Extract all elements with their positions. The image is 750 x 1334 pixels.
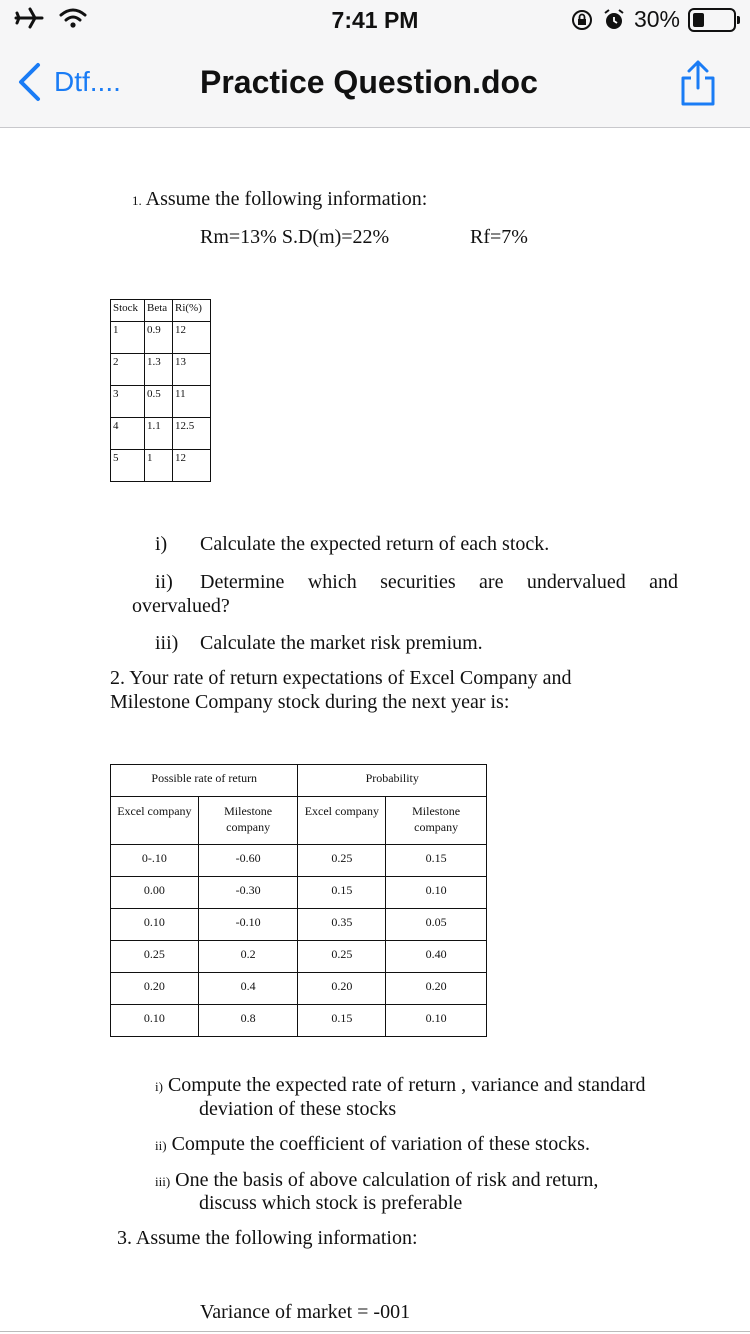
sub-header: Excel company	[111, 797, 199, 845]
q1-part-iii: iii)	[155, 632, 179, 654]
q1-part-ii: ii)	[155, 571, 173, 593]
sub-header: Milestone company	[386, 797, 487, 845]
q2-intro-line2: Milestone Company stock during the next year is:	[110, 691, 510, 713]
battery-percent: 30%	[633, 6, 680, 32]
q1-part-ii-text: Determine which securities are undervalued and	[200, 571, 678, 593]
table-row: 0.20 0.4 0.20 0.20	[111, 973, 487, 1005]
q1-part-i: i)	[155, 533, 168, 555]
q2-part-i-cont: deviation of these stocks	[199, 1098, 397, 1120]
table-row: 1 0.9 12	[111, 322, 211, 354]
q1-given-right: Rf=7%	[470, 226, 528, 248]
return-probability-table	[110, 764, 487, 1037]
q1-part-ii-cont: overvalued?	[132, 595, 230, 617]
group-header-return: Possible rate of return	[111, 765, 298, 797]
table-row: 0.25 0.2 0.25 0.40	[111, 941, 487, 973]
status-right	[570, 6, 736, 33]
table-row: 0.00 -0.30 0.15 0.10	[111, 877, 487, 909]
q2-intro-line1: 2. Your rate of return expectations of Excel Company and	[110, 667, 572, 689]
q3-variance-of-market: Variance of market = -001	[200, 1301, 411, 1323]
nav-bar	[0, 40, 750, 128]
document-title: Practice Question.doc	[200, 64, 538, 100]
table-row: 0.10 -0.10 0.35 0.05	[111, 909, 487, 941]
q1-given-left: Rm=13% S.D(m)=22%	[200, 226, 390, 248]
stock-table-header: Ri(%)	[173, 300, 211, 322]
back-label: Dtf....	[54, 66, 121, 97]
status-bar	[0, 0, 750, 40]
table-row: 5 1 12	[111, 450, 211, 482]
group-header-probability: Probability	[298, 765, 487, 797]
q1-number: 1.	[132, 193, 142, 208]
q2-part-iii: iii) One the basis of above calculation of risk and return,	[155, 1169, 599, 1191]
bottom-divider	[0, 1331, 750, 1332]
q2-part-ii: ii) Compute the coefficient of variation of these stocks.	[155, 1133, 590, 1155]
stock-table	[110, 299, 211, 482]
alarm-icon	[602, 8, 626, 32]
stock-table-header: Stock	[111, 300, 145, 322]
sub-header: Milestone company	[198, 797, 298, 845]
table-row: 0.10 0.8 0.15 0.10	[111, 1005, 487, 1037]
q1-part-iii-text: Calculate the market risk premium.	[200, 632, 483, 654]
orientation-lock-icon	[570, 8, 594, 32]
table-row: 3 0.5 11	[111, 386, 211, 418]
table-row: 0-.10 -0.60 0.25 0.15	[111, 845, 487, 877]
battery-icon	[688, 8, 736, 32]
table-row: 4 1.1 12.5	[111, 418, 211, 450]
stock-table-header: Beta	[145, 300, 173, 322]
q2-part-iii-cont: discuss which stock is preferable	[199, 1192, 463, 1214]
q3-intro: 3. Assume the following information:	[117, 1227, 418, 1249]
back-button[interactable]	[16, 62, 121, 102]
q1-intro: 1. Assume the following information:	[132, 188, 428, 210]
q2-part-i: i) Compute the expected rate of return , variance and standard	[155, 1074, 646, 1096]
share-icon	[678, 58, 718, 108]
q1-part-i-text: Calculate the expected return of each stock.	[200, 533, 550, 555]
document-body[interactable]	[0, 129, 750, 1334]
table-row: 2 1.3 13	[111, 354, 211, 386]
share-button[interactable]	[678, 58, 718, 113]
status-time: 7:41 PM	[331, 7, 419, 33]
chevron-left-icon	[16, 62, 42, 102]
sub-header: Excel company	[298, 797, 386, 845]
